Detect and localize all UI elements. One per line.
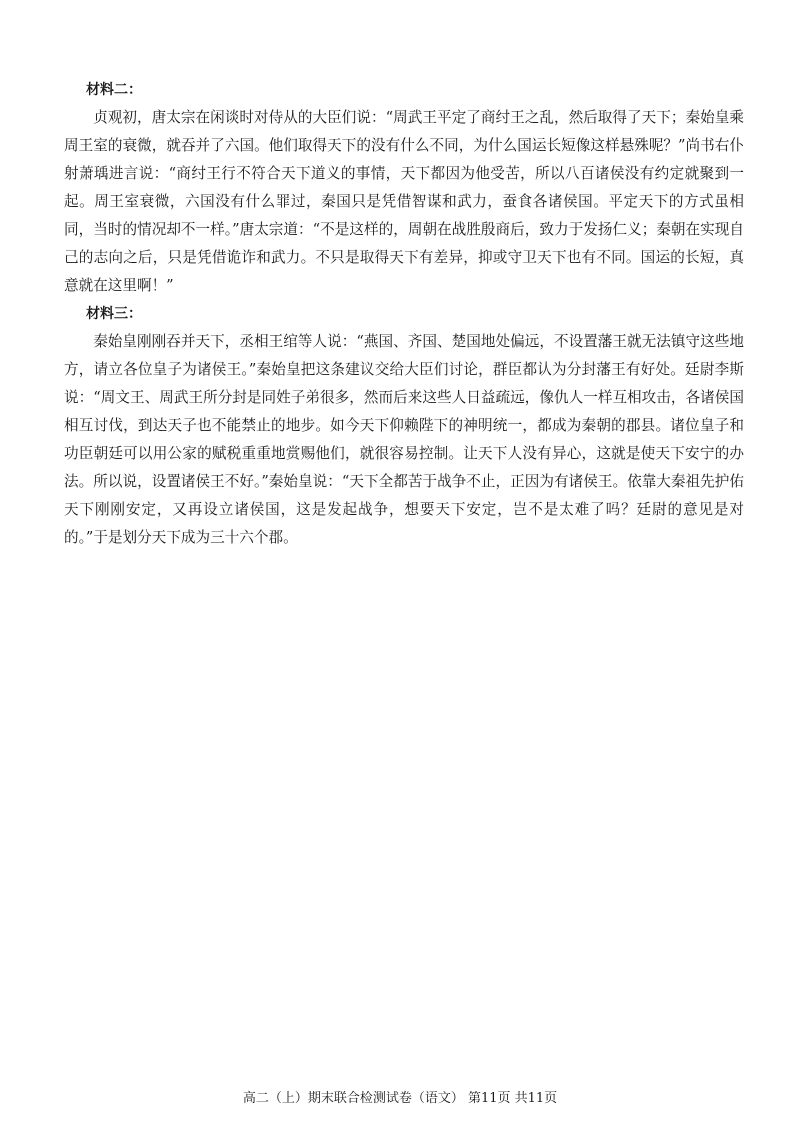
document-body: [64, 76, 744, 552]
material-2-paragraph: 贞观初，唐太宗在闲谈时对侍从的大臣们说：“周武王平定了商纣王之乱，然后取得了天下；秦始皇乘周王室的衰微，就吞并了六国。他们取得天下的没有什么不同，为什么国运长短像这样悬殊呢？”尚书右仆射萧瑀进言说：“商纣王行不符合天下道义的事情，天下都因为他受苦，所以八百诸侯没有约定就聚到一起。周王室衰微，六国没有什么罪过，秦国只是凭借智谋和武力，蚕食各诸侯国。平定天下的方式虽相同，当时的情况却不一样。”唐太宗道：“不是这样的，周朝在战胜殷商后，致力于发扬仁义；秦朝在实现自己的志向之后，只是凭借诡诈和武力。不只是取得天下有差异，抑或守卫天下也有不同。国运的长短，真意就在这里啊！”: [64, 109, 744, 294]
material-3-heading: 材料三：: [86, 306, 142, 322]
page-footer: 高二（上）期末联合检测试卷（语文） 第11页 共11页: [242, 1091, 558, 1106]
material-2-heading: 材料二：: [86, 82, 142, 98]
material-3-paragraph: 秦始皇刚刚吞并天下，丞相王绾等人说：“燕国、齐国、楚国地处偏远，不设置藩王就无法镇守这些地方，请立各位皇子为诸侯王。”秦始皇把这条建议交给大臣们讨论，群臣都认为分封藩王有好处。廷尉李斯说：“周文王、周武王所分封是同姓子弟很多，然而后来这些人日益疏远，像仇人一样互相攻击，各诸侯国相互讨伐，到达天子也不能禁止的地步。如今天下仰赖陛下的神明统一，都成为秦朝的郡县。诸位皇子和功臣朝廷可以用公家的赋税重重地赏赐他们，就很容易控制。让天下人没有异心，这就是使天下安宁的办法。所以说，设置诸侯王不好。”秦始皇说：“天下全都苦于战争不止，正因为有诸侯王。依靠大秦祖先护佑天下刚刚安定，又再设立诸侯国，这是发起战争，想要天下安定，岂不是太难了吗？廷尉的意见是对的。”于是划分天下成为三十六个郡。: [64, 333, 744, 546]
